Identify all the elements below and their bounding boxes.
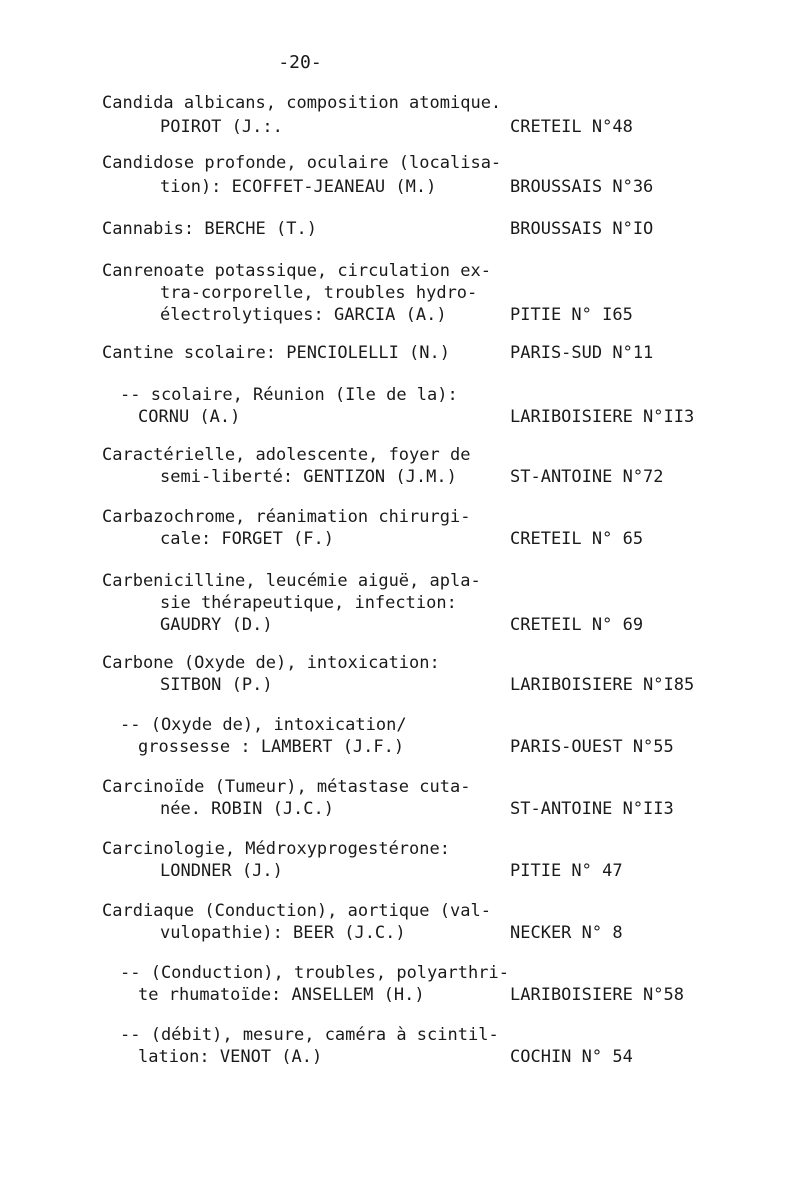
entry-line: vulopathie): BEER (J.C.): [160, 923, 406, 943]
entry-line: -- (Conduction), troubles, polyarthri-: [120, 963, 509, 983]
entry-line: Candidose profonde, oculaire (localisa-: [102, 153, 502, 173]
page-number: -20-: [278, 52, 322, 73]
thesis-reference: COCHIN N° 54: [510, 1047, 633, 1067]
index-subentry: [120, 714, 740, 774]
entry-line: tra-corporelle, troubles hydro-: [160, 283, 478, 303]
entry-line: tion): ECOFFET-JEANEAU (M.): [160, 177, 437, 197]
thesis-reference: LARIBOISIERE N°I85: [510, 675, 695, 695]
entry-line: née. ROBIN (J.C.): [160, 799, 334, 819]
thesis-reference: PARIS-SUD N°11: [510, 343, 654, 363]
entry-line: Caractérielle, adolescente, foyer de: [102, 445, 471, 465]
entry-line: cale: FORGET (F.): [160, 529, 334, 549]
index-subentry: [120, 384, 740, 444]
thesis-reference: BROUSSAIS N°IO: [510, 219, 654, 239]
entry-line: CORNU (A.): [138, 407, 241, 427]
entry-line: grossesse : LAMBERT (J.F.): [138, 737, 405, 757]
index-subentry: [120, 962, 740, 1022]
entry-line: Candida albicans, composition atomique.: [102, 93, 502, 113]
entry-line: Carcinologie, Médroxyprogestérone:: [102, 839, 450, 859]
index-entry: [102, 506, 722, 566]
thesis-reference: ST-ANTOINE N°II3: [510, 799, 674, 819]
index-entry: [102, 652, 722, 712]
thesis-reference: CRETEIL N°48: [510, 117, 633, 137]
entry-line: Cardiaque (Conduction), aortique (val-: [102, 901, 491, 921]
index-subentry: [120, 1024, 740, 1084]
thesis-reference: PITIE N° 47: [510, 861, 623, 881]
thesis-reference: LARIBOISIERE N°58: [510, 985, 684, 1005]
entry-line: SITBON (P.): [160, 675, 273, 695]
index-entry: [102, 260, 722, 325]
thesis-reference: PITIE N° I65: [510, 305, 633, 325]
entry-line: Carbazochrome, réanimation chirurgi-: [102, 507, 471, 527]
thesis-reference: PARIS-OUEST N°55: [510, 737, 674, 757]
entry-line: sie thérapeutique, infection:: [160, 593, 457, 613]
thesis-reference: CRETEIL N° 69: [510, 615, 644, 635]
index-entry: [102, 570, 722, 635]
entry-line: -- (Oxyde de), intoxication/: [120, 715, 407, 735]
entry-line: semi-liberté: GENTIZON (J.M.): [160, 467, 457, 487]
index-entry: [102, 152, 722, 212]
index-entry: [102, 900, 722, 960]
index-entry: [102, 444, 722, 504]
entry-line: Canrenoate potassique, circulation ex-: [102, 261, 491, 281]
entry-line: -- scolaire, Réunion (Ile de la):: [120, 385, 458, 405]
entry-line: LONDNER (J.): [160, 861, 283, 881]
index-entry: [102, 92, 722, 152]
entry-line: POIROT (J.:.: [160, 117, 283, 137]
entry-line: -- (débit), mesure, caméra à scintil-: [120, 1025, 499, 1045]
thesis-reference: NECKER N° 8: [510, 923, 623, 943]
index-entry: [102, 776, 722, 836]
entry-line: Carbenicilline, leucémie aiguë, apla-: [102, 571, 481, 591]
entry-line: te rhumatoïde: ANSELLEM (H.): [138, 985, 425, 1005]
thesis-reference: LARIBOISIERE N°II3: [510, 407, 695, 427]
entry-line: Carbone (Oxyde de), intoxication:: [102, 653, 440, 673]
entry-line: lation: VENOT (A.): [138, 1047, 323, 1067]
entry-line: GAUDRY (D.): [160, 615, 273, 635]
thesis-reference: CRETEIL N° 65: [510, 529, 644, 549]
index-entry: [102, 838, 722, 898]
entry-line: Cantine scolaire: PENCIOLELLI (N.): [102, 343, 450, 363]
entry-line: électrolytiques: GARCIA (A.): [160, 305, 447, 325]
entry-line: Cannabis: BERCHE (T.): [102, 219, 317, 239]
thesis-reference: ST-ANTOINE N°72: [510, 467, 664, 487]
entry-line: Carcinoïde (Tumeur), métastase cuta-: [102, 777, 471, 797]
thesis-reference: BROUSSAIS N°36: [510, 177, 654, 197]
